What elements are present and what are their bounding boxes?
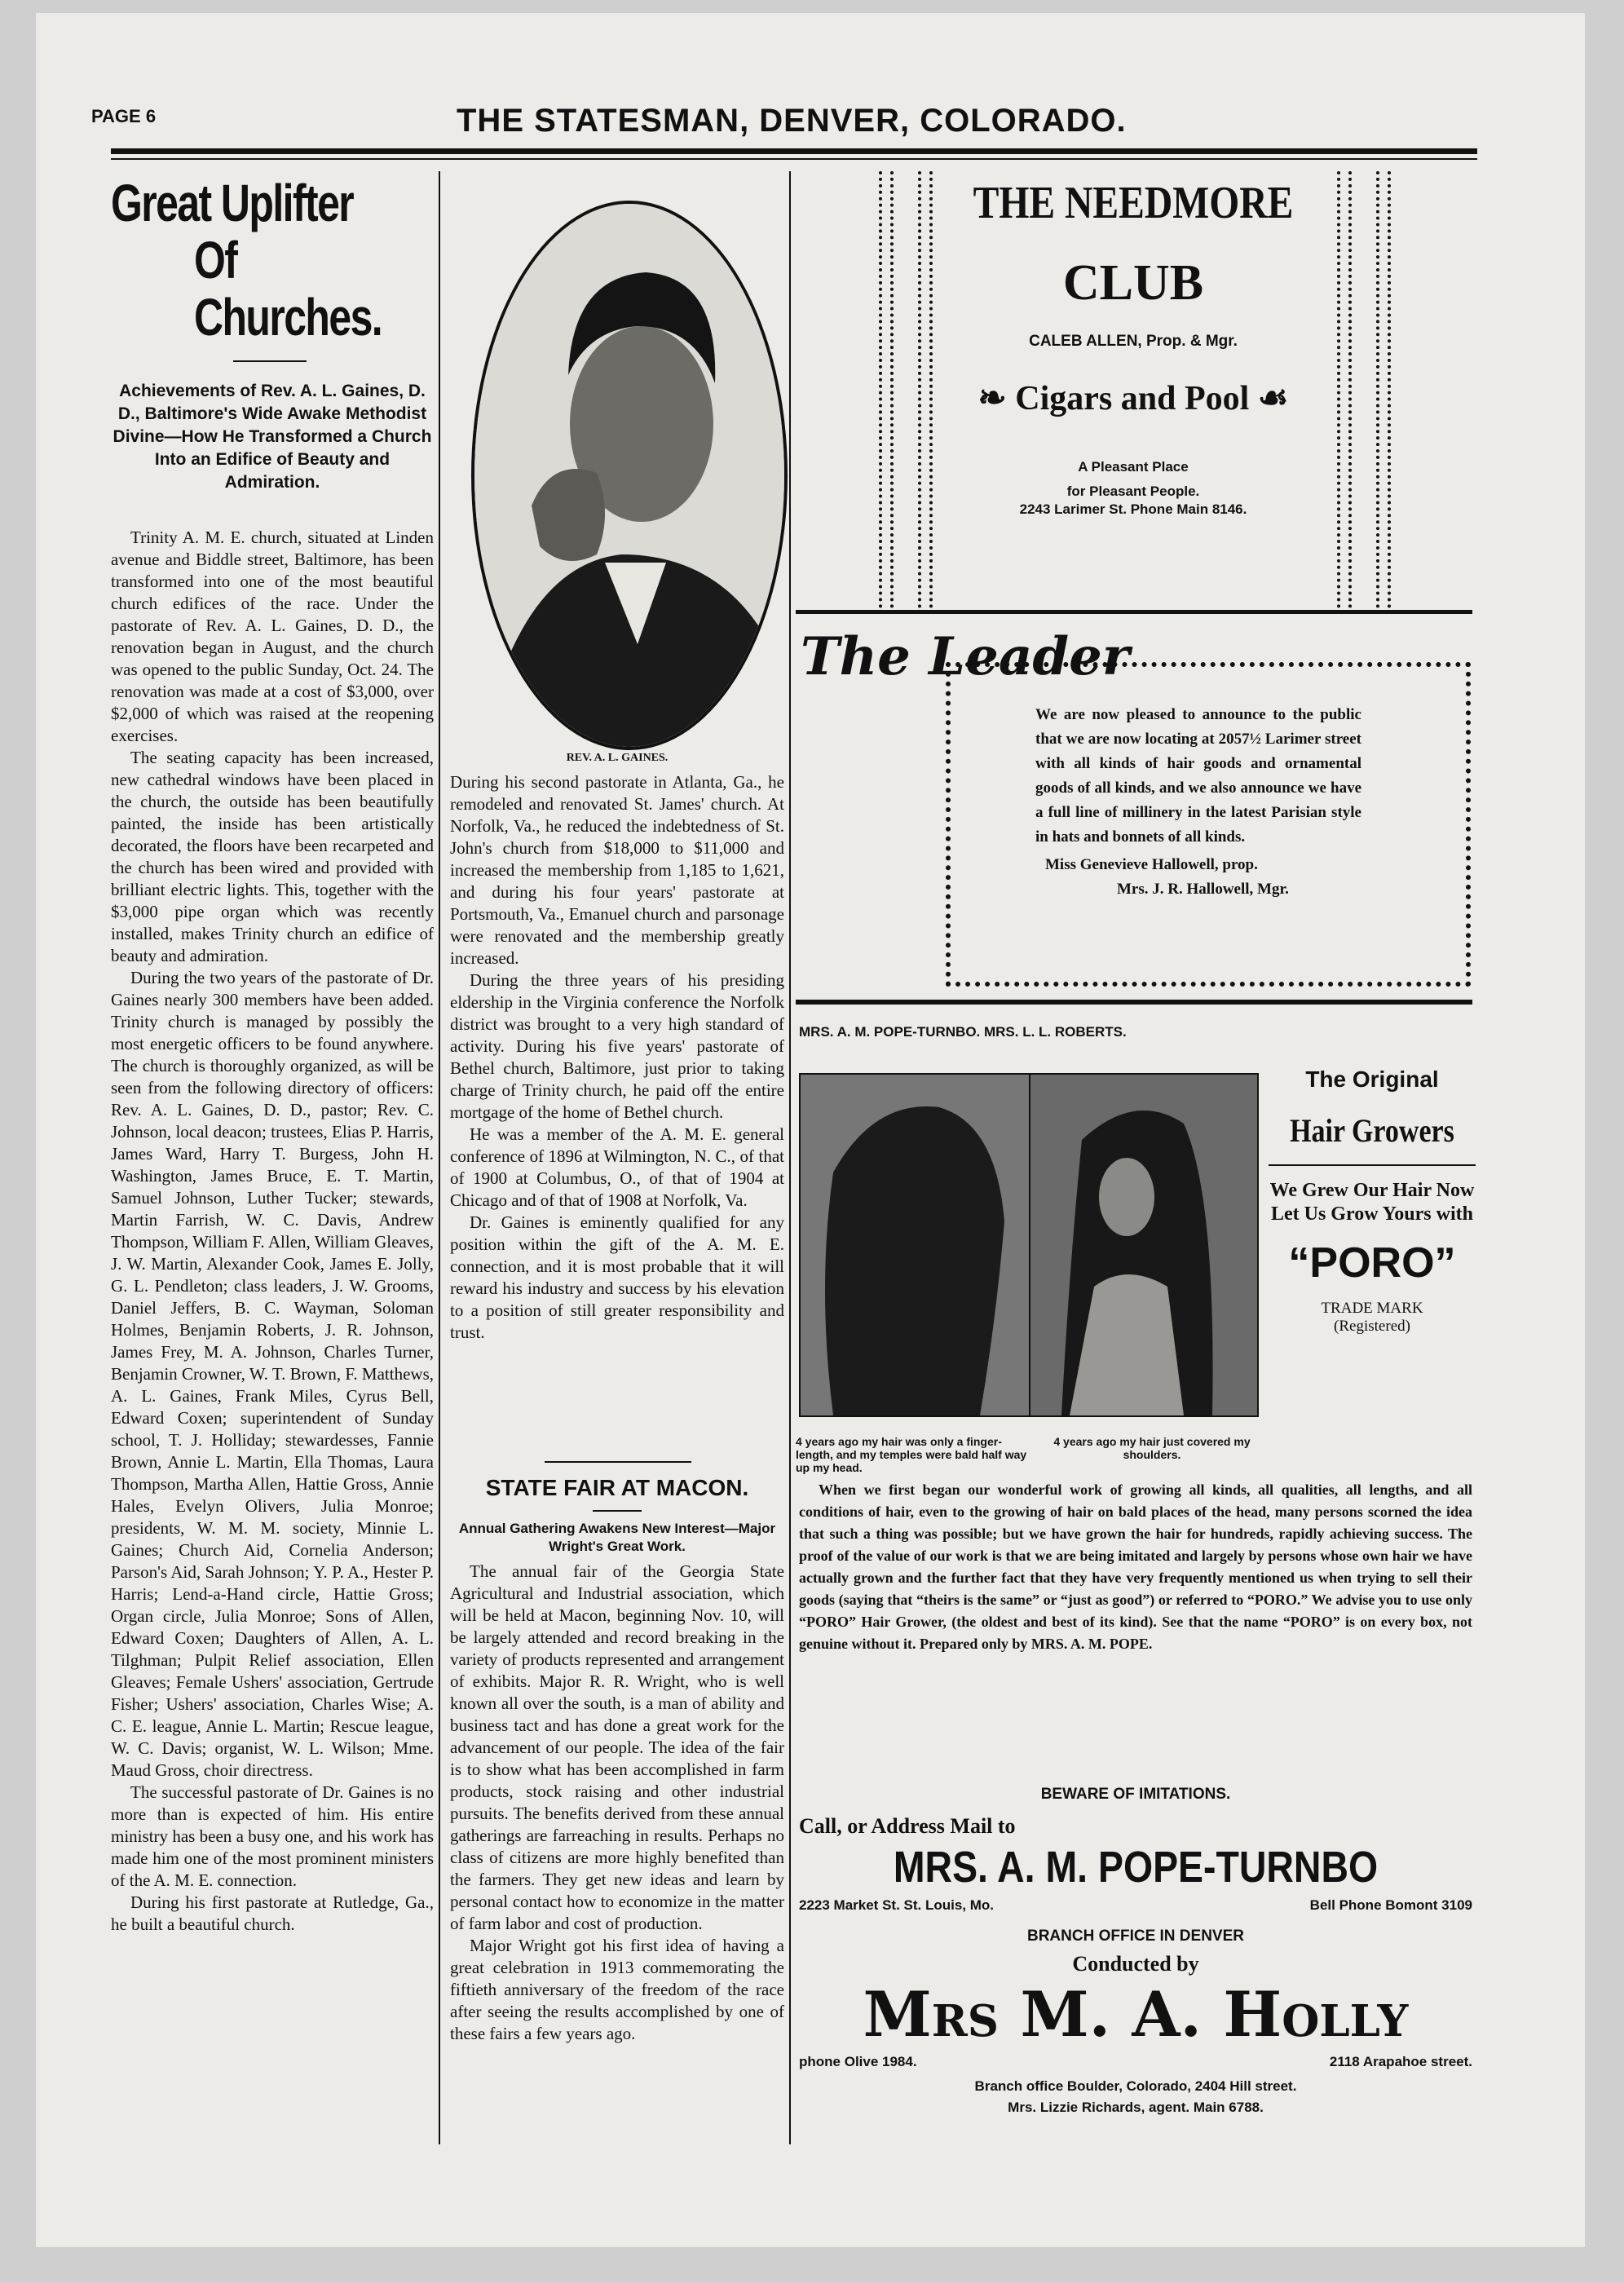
ad-divider-2 (796, 1000, 1472, 1005)
needmore-title: THE NEEDMORE (973, 178, 1294, 228)
paragraph: During the two years of the pastorate of Dr. Gaines nearly 300 members have been added. Trinity church is managed by possibly the most energetic officers to be found anywhere. The church is thoroughly organized, as will be seen from the following directory of officers: Rev. A. L. Gaines, D. D., pastor; Rev. C. Johnson, local deacon; trustees, Elias P. Harris, James Ward, Harry T. Burgess, John H. Washington, James Bruce, E. T. Martin, Samuel Johnson, Luther Tucker; stewards, Martin Farrish, W. C. Davis, Andrew Thompson, William F. Allen, William Gleaves, J. W. Martin, Alexander Cook, James E. Jolly, G. L. Pendleton; class leaders, J. W. Grooms, Daniel Jeffers, B. C. Wayman, Soloman Holmes, Benjamin Roberts, J. R. Johnson, James Frey, M. A. Johnson, Charles Turner, Benjamin Crowner, W. T. Brown, F. Matthews, A. L. Gaines, Frank Miles, Cyrus Bell, Edward Coxen; superintendent of Sunday school, T. J. Holliday; stewardesses, Fannie Brown, Annie L. Martin, Ella Thomas, Laura Thompson, Martha Allen, Hattie Gross, Annie Hales, Evelyn Olivers, Julia Monroe; presidents, W. M. M. society, Minnie L. Gaines; Church Aid, Cornelia Anderson; Parson's Aid, Sarah Johnson; Y. P. A., Hester P. Harris; Lend-a-Hand circle, Hattie Gross; Organ circle, Julia Monroe; Sons of Allen, Edward Coxen; Daughters of Allen, A. L. Tilghman; Pulpit Relief association, Ellen Gleaves; Female Ushers' association, Gertrude Fisher; Ushers' association, Charles Wise; A. C. E. league, Annie L. Martin; Rescue league, W. C. Davis; organist, W. L. Wilson; Mme. Maud Gross, choir directress. (111, 968, 434, 1780)
needmore-tagline (938, 378, 1329, 419)
leader-signature-2: Mrs. J. R. Hallowell, Mgr. (1117, 881, 1289, 898)
portrait-rev-gaines (471, 201, 788, 750)
masthead-rule (111, 148, 1477, 154)
paragraph: The seating capacity has been increased, new cathedral windows have been placed in the church, the outside has been beautifully painted, the inside has been artistically decorated, the floors have been recarpeted and the church has been wired and provided with brilliant electric lights. This, together with the $3,000 pipe organ which was recently installed, makes Trinity church an edifice of beauty and admiration. (111, 748, 434, 965)
paragraph: He was a member of the A. M. E. general conference of 1896 at Wilmington, N. C., of that of 1900 at Columbus, O., of that of 1904 at Chicago and of that of 1908 at Norfolk, Va. (450, 1124, 784, 1210)
paragraph: Trinity A. M. E. church, situated at Linden avenue and Biddle street, Baltimore, has been transformed into one of the most beautiful church edifices of the race. Under the pastorate of Rev. A. L. Gaines, D. D., the renovation began in August, and the church was opened to the public Sunday, Oct. 24. The renovation was made at a cost of $3,000, over $2,000 of which was raised at the reopening exercises. (111, 528, 434, 745)
paragraph: Dr. Gaines is eminently qualified for any position within the gift of the A. M. E. connection, and it is most probable that it will reward his industry and success by his elevation to a position of still greater responsibility and trust. (450, 1212, 784, 1342)
ad-divider-1 (796, 610, 1472, 614)
leader-title: The Leader (801, 626, 1130, 687)
poro-side-panel (1269, 1065, 1476, 1424)
poro-original: The Original (1305, 1066, 1439, 1092)
leader-signature-1: Miss Genevieve Hallowell, prop. (1045, 856, 1258, 873)
poro-body: When we first began our wonderful work of growing all kinds, all qualities, all lengths, and all conditions of hair, even to the growing of hair on bald places of the head, many persons scorned the idea that such a thing was possible; but we have grown the hair for hundreds, rapidly achieving success. The proof of the value of our work is that we are being imitated and largely by persons whose own hair we have actually grown and the further fact that they have very frequently mentioned us when trying to sell their goods (saying that “theirs is the same” or “just as good”) or referred to “PORO.” We advise you to use only “PORO” Hair Grower, (the oldest and best of its kind). See that the name “PORO” is on every box, not genuine without it. Prepared only by MRS. A. M. POPE. (799, 1482, 1472, 1652)
poro-we-grew: We Grew Our Hair Now Let Us Grow Yours with (1269, 1180, 1475, 1225)
poro-registered: (Registered) (1334, 1318, 1410, 1335)
poro-names-wrap (799, 1026, 1288, 1045)
portrait-illustration (474, 204, 784, 747)
poro-names: MRS. A. M. POPE-TURNBO. MRS. L. L. ROBERTS. (799, 1026, 1127, 1040)
needmore-tagline-text: Cigars and Pool (1015, 380, 1250, 417)
poro-holly-row (799, 2051, 1472, 2073)
paragraph: The successful pastorate of Dr. Gaines is no more than is expected of him. His entire ministry has been a busy one, and his work has made him one of the most prominent ministers of the A. M. E. connection. (111, 1782, 434, 1890)
poro-address-row (799, 1893, 1472, 1918)
border-ornament-left (879, 171, 894, 608)
poro-conducted: Conducted by (1072, 1952, 1199, 1976)
poro-body-wrap (799, 1479, 1472, 1805)
caption-left-wrap (796, 1435, 1032, 1482)
poro-side-rule (1269, 1164, 1476, 1166)
needmore-address: 2243 Larimer St. Phone Main 8146. (1019, 501, 1247, 517)
needmore-proprietor: CALEB ALLEN, Prop. & Mgr. (1029, 333, 1238, 350)
article-state-fair (450, 1474, 784, 2143)
poro-brand: “PORO” (1288, 1239, 1456, 1287)
masthead-rule-thin (111, 158, 1477, 160)
poro-contact (799, 1782, 1472, 2239)
photo-caption-left: 4 years ago my hair was only a finger-length, and my temples were bald half way up my head. (796, 1435, 1027, 1474)
paragraph: Major Wright got his first idea of having a great celebration in 1913 commemorating the fiftieth anniversary of the freedom of the race after seeing the results accomplished by one of these fairs a few years ago. (450, 1936, 784, 2043)
fleuron-left-icon: ❧ (977, 380, 1007, 417)
paragraph: During his second pastorate in Atlanta, Ga., he remodeled and renovated St. James' church. At Norfolk, Va., he reduced the indebtedness of St. John's church from $18,000 to $11,000 and increased the membership from 1,185 to 1,621, and during his four years' pastorate at Portsmouth, Va., Emanuel church and parsonage were renovated and the membership greatly increased. (450, 772, 784, 968)
poro-hair-growers: Hair Growers (1290, 1112, 1454, 1149)
headline-line-2: Of Churches. (194, 231, 382, 347)
ad-the-leader (1035, 703, 1361, 947)
state-fair-divider (593, 1510, 642, 1512)
poro-beware: BEWARE OF IMITATIONS. (1040, 1786, 1231, 1803)
paragraph: The annual fair of the Georgia State Agricultural and Industrial association, which will be held at Macon, beginning Nov. 10, will be largely attended and record breaking in the variety of products represented and arrangement of exhibits. Major R. R. Wright, who is well known all over the south, is a man of ability and business tact and has done a great work for the advancement of our people. The idea of the fair is to show what has been accomplished in farm products, stock raising and other industrial pursuits. The benefits derived from these annual gatherings are farreaching in results. Perhaps no class of citizens are more highly benefited than the farmers. They get new ideas and learn by personal contact how to economize in the matter of farm labor and cost of production. (450, 1561, 784, 1933)
poro-branch: BRANCH OFFICE IN DENVER (1026, 1928, 1244, 1945)
leader-body: We are now pleased to announce to the public that we are now locating at 2057½ Larimer street with all kinds of hair goods and ornamental goods of all kinds, and we also announce we have a full line of millinery in the latest Parisian style in hats and bonnets of all kinds. (1035, 706, 1361, 846)
fleuron-right-icon: ☙ (1257, 380, 1289, 417)
poro-holly-address: 2118 Arapahoe street. (1329, 2054, 1472, 2069)
poro-boulder: Branch office Boulder, Colorado, 2404 Hill street. (974, 2078, 1297, 2094)
article-divider (545, 1461, 691, 1463)
needmore-pleasant-1: A Pleasant Place (1078, 459, 1189, 475)
caption-right-wrap (1034, 1435, 1270, 1468)
newspaper-title: THE STATESMAN, DENVER, COLORADO. (457, 103, 1127, 139)
article-body (111, 527, 434, 1936)
needmore-pleasant-2: for Pleasant People. (1066, 484, 1200, 499)
poro-trademark: TRADE MARK (1321, 1300, 1423, 1317)
club-title: CLUB (1062, 255, 1204, 311)
page-number: PAGE 6 (91, 106, 157, 126)
poro-holly-phone: phone Olive 1984. (799, 2054, 917, 2069)
paragraph: During the three years of his presiding eldership in the Virginia conference the Norfolk district was brought to a very high standard of activity. During his five years' pastorate of Bethel church, Baltimore, just prior to taking charge of Trinity church, he paid off the entire mortgage of the home of Bethel church. (450, 970, 784, 1122)
portrait-caption: REV. A. L. GAINES. (566, 752, 669, 764)
poro-holly: Mrs M. A. Holly (863, 1978, 1409, 2051)
column-rule-1 (439, 171, 440, 2144)
column-rule-2 (789, 171, 791, 2144)
state-fair-headline: STATE FAIR AT MACON. (485, 1475, 749, 1500)
poro-agent: Mrs. Lizzie Richards, agent. Main 6788. (1008, 2100, 1264, 2115)
ad-needmore-club (938, 174, 1329, 607)
article-deck: Achievements of Rev. A. L. Gaines, D. D., Baltimore's Wide Awake Methodist Divine—How He Transformed a Church Into an Edifice of Beauty and Admiration. (113, 382, 432, 492)
poro-call: Call, or Address Mail to (799, 1814, 1016, 1838)
headline-line-1: Great Uplifter (111, 174, 354, 232)
article-great-uplifter (111, 174, 434, 2148)
headline-divider (233, 360, 307, 362)
poro-name-big: MRS. A. M. POPE-TURNBO (893, 1843, 1379, 1892)
border-ornament-right (1376, 171, 1391, 608)
poro-address-left: 2223 Market St. St. Louis, Mo. (799, 1897, 995, 1913)
photo-illustration (801, 1075, 1257, 1415)
article-continuation (450, 771, 784, 1448)
poro-address-right: Bell Phone Bomont 3109 (1309, 1897, 1472, 1913)
border-ornament-right-inner (1337, 171, 1352, 608)
border-ornament-left-inner (918, 171, 933, 608)
state-fair-deck: Annual Gathering Awakens New Interest—Major Wright's Great Work. (458, 1521, 776, 1554)
before-after-photo (799, 1073, 1259, 1417)
paragraph: During his first pastorate at Rutledge, Ga., he built a beautiful church. (111, 1892, 434, 1934)
photo-caption-right: 4 years ago my hair just covered my shoulders. (1053, 1435, 1251, 1461)
